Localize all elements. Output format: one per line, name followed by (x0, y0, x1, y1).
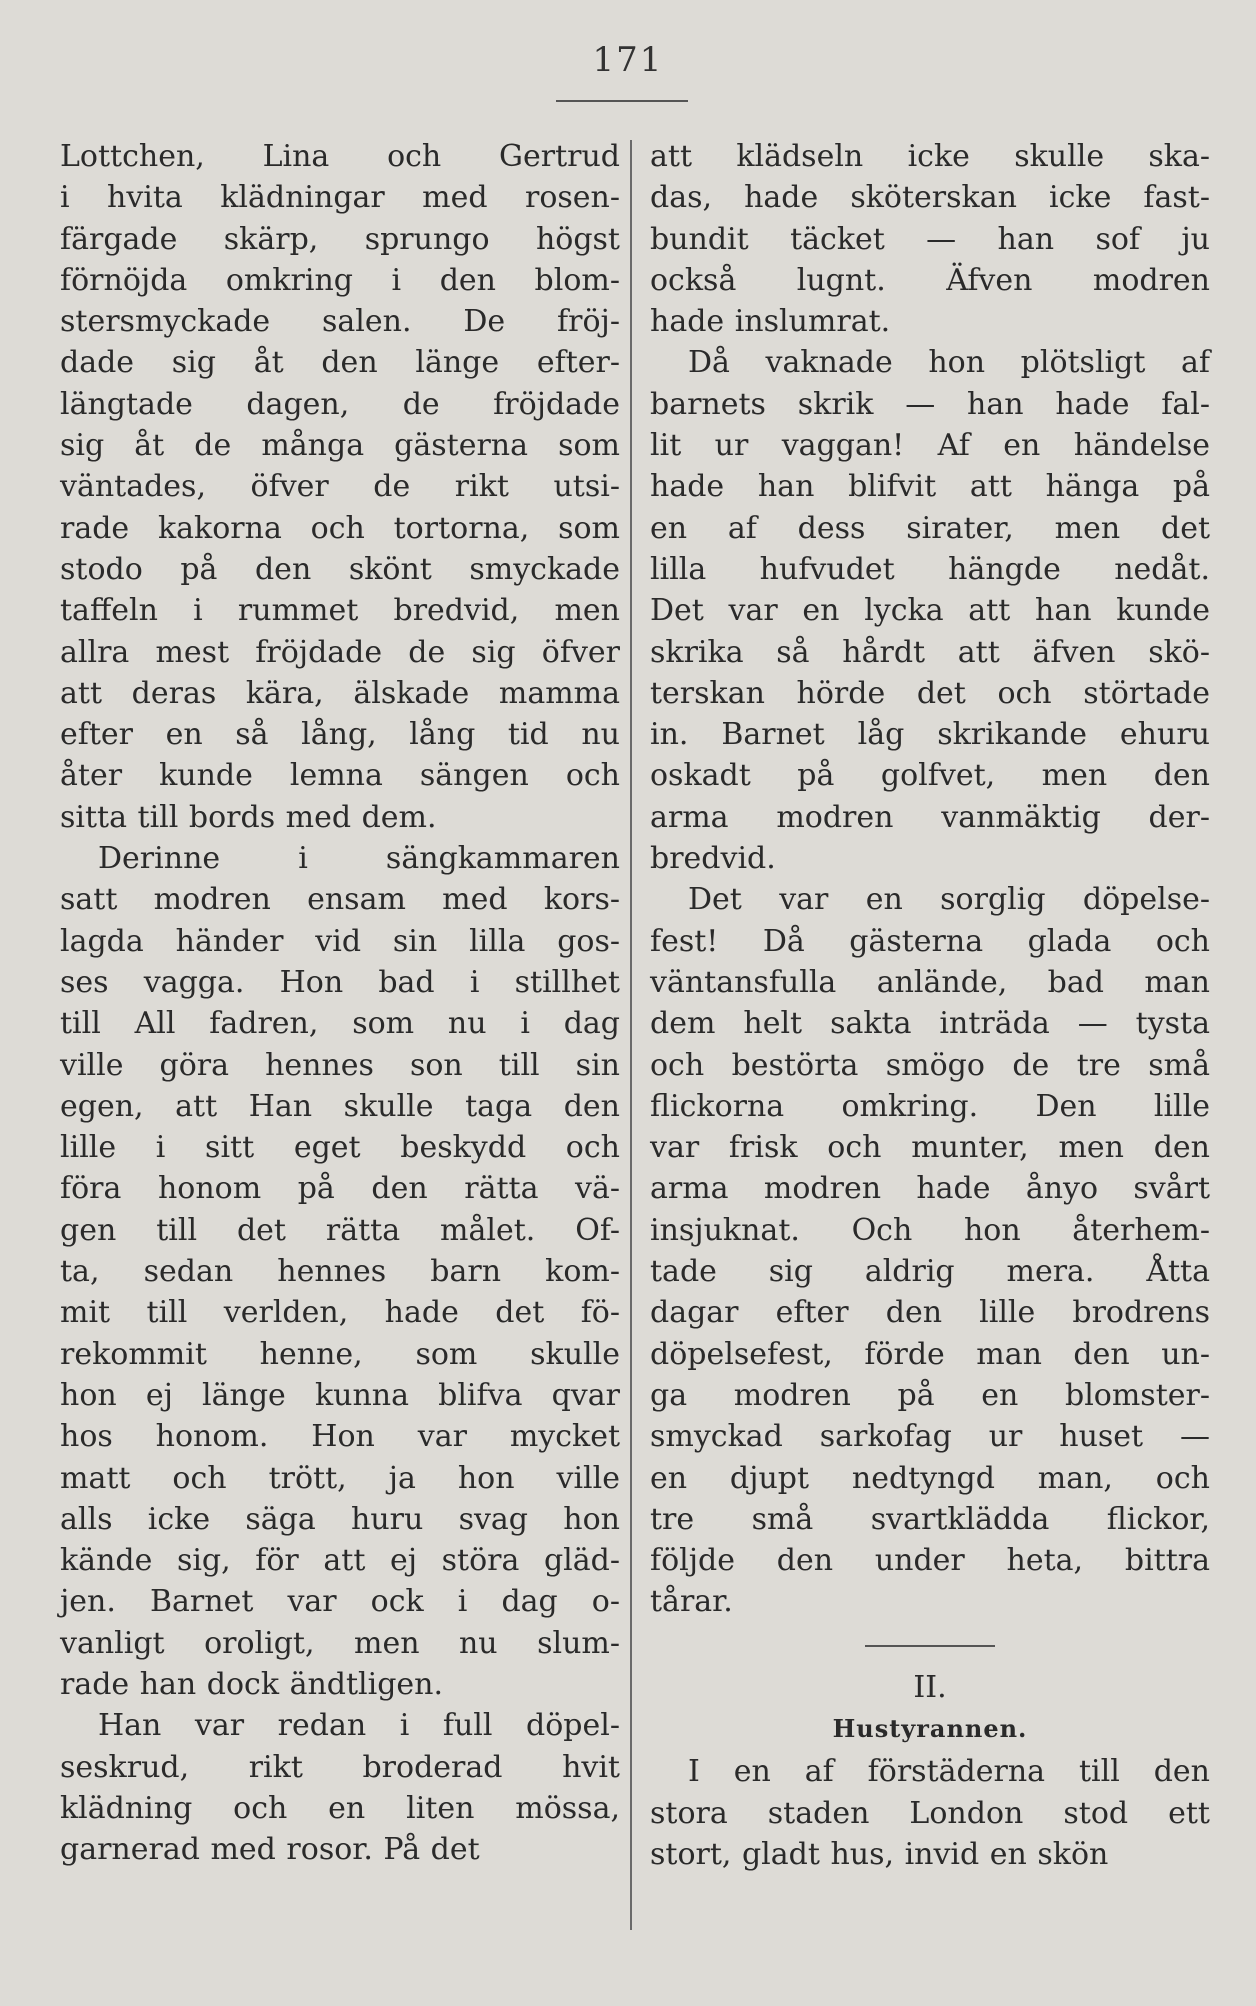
section-title: Hustyrannen. (832, 1713, 1028, 1743)
text-line: allra mest fröjdade de sig öfver (60, 634, 620, 670)
text-line: oskadt på golfvet, men den (650, 758, 1210, 794)
text-line: matt och trött, ja hon ville (60, 1460, 620, 1496)
text-line: egen, att Han skulle taga den (60, 1088, 620, 1124)
text-line: barnets skrik — han hade fal- (650, 386, 1210, 422)
text-line: satt modren ensam med kors- (60, 882, 620, 918)
text-line: vanligt oroligt, men nu slum- (60, 1625, 620, 1661)
text-line: hade inslumrat. (650, 304, 891, 340)
text-line: seskrud, rikt broderad hvit (60, 1749, 620, 1785)
text-line: klädning och en liten mössa, (60, 1790, 620, 1826)
text-line: alls icke säga huru svag hon (60, 1501, 620, 1537)
text-line: en djupt nedtyngd man, och (650, 1460, 1210, 1496)
text-line: tårar. (650, 1584, 733, 1620)
text-line: Det var en lycka att han kunde (650, 593, 1210, 629)
text-line: rade han dock ändtligen. (60, 1666, 444, 1702)
text-line: arma modren vanmäktig der- (650, 799, 1210, 835)
text-line: dem helt sakta inträda — tysta (650, 1006, 1210, 1042)
text-line: efter en så lång, lång tid nu (60, 717, 620, 753)
text-line: väntansfulla anlände, bad man (650, 964, 1210, 1000)
text-line: in. Barnet låg skrikande ehuru (650, 717, 1210, 753)
text-line: lit ur vaggan! Af en händelse (650, 428, 1210, 464)
text-line: flickorna omkring. Den lille (650, 1088, 1210, 1124)
text-line: ta, sedan hennes barn kom- (60, 1254, 620, 1290)
text-line: stort, gladt hus, invid en skön (650, 1836, 1109, 1872)
text-line: I en af förstäderna till den (688, 1754, 1210, 1790)
text-line: dagar efter den lille brodrens (650, 1295, 1210, 1331)
text-line: jen. Barnet var ock i dag o- (60, 1584, 620, 1620)
text-line: och bestörta smögo de tre små (650, 1047, 1210, 1083)
text-line: Lottchen, Lina och Gertrud (60, 139, 620, 174)
text-line: Då vaknade hon plötsligt af (688, 345, 1210, 381)
text-line: rade kakorna och tortorna, som (60, 510, 620, 546)
text-line: till All fadren, som nu i dag (60, 1006, 620, 1042)
page-number: 171 (592, 40, 664, 80)
text-line: arma modren hade ånyo svårt (650, 1171, 1210, 1207)
text-line: sitta till bords med dem. (60, 799, 437, 835)
text-line: ga modren på en blomster- (650, 1377, 1210, 1413)
text-line: lille i sitt eget beskydd och (60, 1130, 620, 1166)
text-line: hos honom. Hon var mycket (60, 1419, 620, 1455)
text-line: Det var en sorglig döpelse- (688, 882, 1210, 918)
text-line: Derinne i sängkammaren (98, 841, 620, 877)
text-line: kände sig, för att ej störa gläd- (60, 1543, 620, 1579)
text-line: hon ej länge kunna blifva qvar (60, 1377, 620, 1413)
text-line: das, hade sköterskan icke fast- (650, 180, 1210, 216)
text-line: att klädseln icke skulle ska- (650, 139, 1210, 174)
text-line: lilla hufvudet hängde nedåt. (650, 551, 1210, 587)
text-line: rekommit henne, som skulle (60, 1336, 620, 1372)
text-line: föra honom på den rätta vä- (60, 1171, 620, 1207)
section-text (650, 1751, 1210, 1875)
text-line: bredvid. (650, 841, 776, 877)
text-line: åter kunde lemna sängen och (60, 758, 620, 794)
text-line: väntades, öfver de rikt utsi- (60, 469, 620, 505)
text-line: Han var redan i full döpel- (98, 1708, 620, 1744)
text-line: garnerad med rosor. På det (60, 1832, 480, 1868)
text-line: stora staden London stod ett (650, 1795, 1210, 1831)
text-line: stodo på den skönt smyckade (60, 551, 620, 587)
text-line: bundit täcket — han sof ju (650, 221, 1210, 257)
text-line: hade han blifvit att hänga på (650, 469, 1210, 505)
text-line: gen till det rätta målet. Of- (60, 1212, 620, 1248)
right-column (650, 136, 1210, 1875)
right-column-text (650, 136, 1210, 1623)
text-line: var frisk och munter, men den (650, 1130, 1210, 1166)
text-line: fest! Då gästerna glada och (650, 923, 1210, 959)
text-line: smyckad sarkofag ur huset — (650, 1419, 1210, 1455)
text-line: taffeln i rummet bredvid, men (60, 593, 620, 629)
text-line: färgade skärp, sprungo högst (60, 221, 620, 257)
text-line: att deras kära, älskade mamma (60, 675, 620, 711)
text-line: ses vagga. Hon bad i stillhet (60, 964, 620, 1000)
text-line: sig åt de många gästerna som (60, 428, 620, 464)
text-line: skrika så hårdt att äfven skö- (650, 634, 1210, 670)
header-rule (556, 100, 688, 102)
text-line: stersmyckade salen. De fröj- (60, 304, 620, 340)
text-line: mit till verlden, hade det fö- (60, 1295, 620, 1331)
text-line: lagda händer vid sin lilla gos- (60, 923, 620, 959)
text-line: förnöjda omkring i den blom- (60, 262, 620, 298)
text-line: i hvita klädningar med rosen- (60, 180, 620, 216)
text-line: insjuknat. Och hon återhem- (650, 1212, 1210, 1248)
text-line: tade sig aldrig mera. Åtta (650, 1254, 1210, 1290)
column-divider (630, 140, 632, 1930)
text-line: också lugnt. Äfven modren (650, 262, 1210, 298)
text-line: terskan hörde det och störtade (650, 675, 1210, 711)
text-line: en af dess sirater, men det (650, 510, 1210, 546)
text-line: följde den under heta, bittra (650, 1543, 1210, 1579)
text-line: dade sig åt den länge efter- (60, 345, 620, 381)
text-line: tre små svartklädda flickor, (650, 1501, 1210, 1537)
text-line: längtade dagen, de fröjdade (60, 386, 620, 422)
left-column (60, 136, 620, 1870)
section-number: II. (913, 1669, 947, 1705)
text-line: döpelsefest, förde man den un- (650, 1336, 1210, 1372)
section-rule (865, 1645, 995, 1647)
text-line: ville göra hennes son till sin (60, 1047, 620, 1083)
